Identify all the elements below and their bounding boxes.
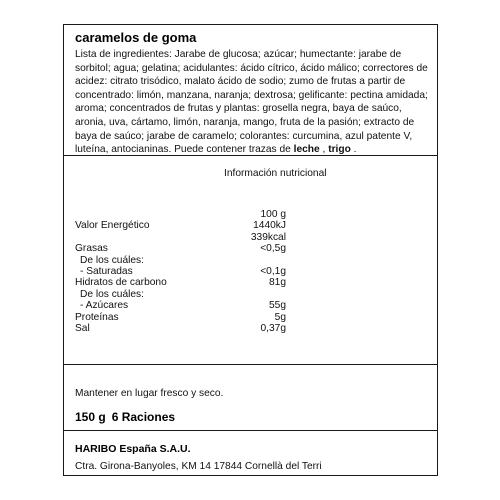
nutrition-row bbox=[64, 232, 439, 244]
ingredients-end: . bbox=[350, 144, 357, 156]
nutrition-value: 1440kJ bbox=[253, 220, 286, 232]
divider-nutrition bbox=[64, 364, 437, 365]
nutrition-row bbox=[64, 300, 439, 312]
nutrition-row bbox=[64, 277, 439, 289]
divider-package bbox=[64, 430, 437, 431]
package-info bbox=[75, 410, 181, 424]
nutrition-row bbox=[64, 243, 439, 255]
manufacturer-address: Ctra. Girona-Banyoles, KM 14 17844 Cornellà del Terri bbox=[75, 461, 322, 472]
nutrition-label: De los cuáles: bbox=[80, 288, 144, 300]
net-weight: 150 g bbox=[75, 410, 106, 424]
nutrition-label: Grasas bbox=[75, 243, 108, 255]
nutrition-row bbox=[64, 220, 439, 232]
divider-ingredients bbox=[64, 155, 437, 156]
storage-instructions: Mantener en lugar fresco y seco. bbox=[75, 388, 224, 399]
nutrition-value: <0,1g bbox=[260, 266, 286, 277]
nutrition-row bbox=[64, 255, 439, 267]
nutrition-label: - Saturadas bbox=[80, 266, 133, 277]
nutrition-value: 0,37g bbox=[260, 323, 286, 334]
manufacturer-name: HARIBO España S.A.U. bbox=[75, 443, 191, 455]
nutrition-label: Proteínas bbox=[75, 311, 119, 323]
product-label bbox=[63, 24, 438, 476]
nutrition-row bbox=[64, 209, 439, 221]
nutrition-label: - Azúcares bbox=[80, 300, 129, 312]
product-name: caramelos de goma bbox=[75, 30, 197, 45]
allergen-separator: , bbox=[319, 144, 329, 156]
ingredients-text: Lista de ingredientes: Jarabe de glucosa; azúcar; humectante: jarabe de sorbitol; agua; gelatina; acidulantes: ácido cítrico, ácido málico; correctores de acidez: citrato trisódico, malato ácido de sodio; zumo de frutas a partir de concentrado: limón, manzana, naranja; dextrosa; gelificante: pectina amidada; aroma; concentrados de frutas y plantas: grosella negra, baya de saúco, aronia, uva, cártamo, limón, naranja, mango, fruta de la pasión; extracto de baya de saúco; jarabe de caramelo; colorantes: curcumina, azul patente V, luteína, antocianinas. Puede contener trazas de bbox=[75, 49, 428, 156]
nutrition-value: <0,5g bbox=[260, 243, 286, 255]
nutrition-value: 55g bbox=[269, 300, 286, 312]
nutrition-row bbox=[64, 312, 439, 324]
nutrition-value: 100 g bbox=[260, 209, 286, 220]
nutrition-row bbox=[64, 289, 439, 301]
nutrition-value: 5g bbox=[274, 311, 286, 323]
nutrition-label: Valor Energético bbox=[75, 220, 150, 232]
allergen-milk: leche bbox=[293, 144, 320, 156]
nutrition-label: Sal bbox=[75, 323, 90, 334]
ingredients-list bbox=[75, 48, 430, 157]
nutrition-value: 339kcal bbox=[250, 231, 286, 243]
nutrition-label: De los cuáles: bbox=[80, 254, 144, 266]
nutrition-value: 81g bbox=[269, 277, 286, 289]
nutrition-heading: Información nutricional bbox=[224, 168, 327, 179]
nutrition-row bbox=[64, 323, 439, 335]
nutrition-label: Hidratos de carbono bbox=[75, 277, 167, 289]
nutrition-row bbox=[64, 266, 439, 278]
allergen-wheat: trigo bbox=[328, 144, 351, 156]
portions: 6 Raciones bbox=[111, 410, 176, 424]
